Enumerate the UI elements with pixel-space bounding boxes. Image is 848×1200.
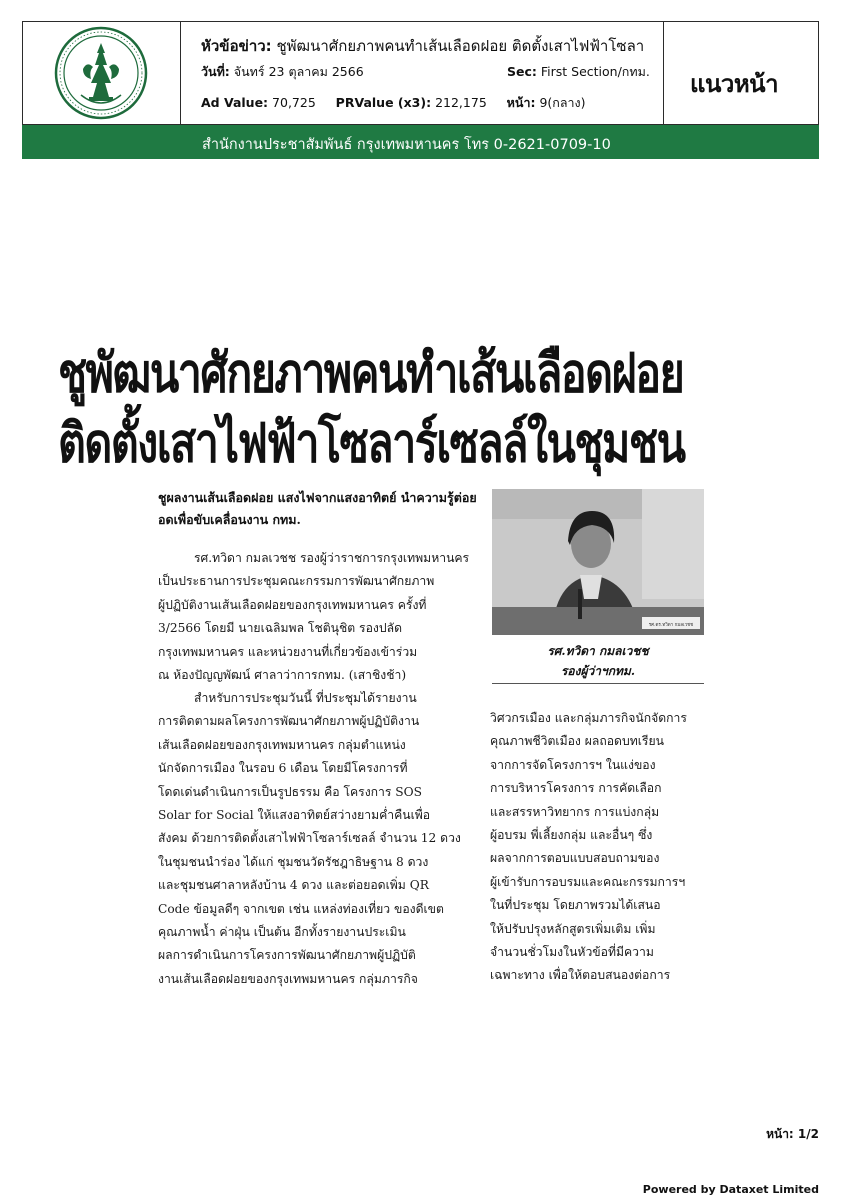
bangkok-seal-icon bbox=[53, 25, 149, 121]
text-line: และสรรหาวิทยากร การแบ่งกลุ่ม bbox=[490, 804, 660, 819]
pr-value: 212,175 bbox=[435, 95, 487, 110]
text-line: จากการจัดโครงการฯ ในแง่ของ bbox=[490, 757, 656, 772]
text-line: ผู้อบรม พี่เลี้ยงกลุ่ม และอื่นๆ ซึ่ง bbox=[490, 827, 653, 842]
text-line: ผู้เข้ารับการอบรมและคณะกรรมการฯ bbox=[490, 874, 686, 889]
text-line: การติดตามผลโครงการพัฒนาศักยภาพผู้ปฏิบัติงาน bbox=[158, 714, 420, 729]
text-line: สังคม ด้วยการติดตั้งเสาไฟฟ้าโซลาร์เซลล์ จำนวน 12 ดวง bbox=[158, 831, 461, 846]
paragraph-1 bbox=[158, 547, 483, 687]
article-photo bbox=[492, 489, 704, 635]
text-line: เป็นประธานการประชุมคณะกรรมการพัฒนาศักยภาพ bbox=[158, 574, 435, 589]
text-line: จำนวนชั่วโมงในหัวข้อที่มีความ bbox=[490, 944, 654, 959]
headline-line-1: ชูพัฒนาศักยภาพคนทำเส้นเลือดฝอย bbox=[58, 342, 684, 405]
headline-line-2: ติดตั้งเสาไฟฟ้าโซลาร์เซลล์ในชุมชน bbox=[58, 412, 685, 475]
text-line: Code ข้อมูลดีๆ จากเขต เช่น แหล่งท่องเที่ยว ของดีเขต bbox=[158, 901, 444, 916]
page-label: หน้า: bbox=[506, 95, 536, 110]
page-value: 9(กลาง) bbox=[539, 95, 586, 110]
page-number: หน้า: 1/2 bbox=[766, 1127, 819, 1141]
paragraph-continued bbox=[490, 707, 705, 988]
text-line: 3/2566 โดยมี นายเฉลิมพล โชตินุชิต รองปลัด bbox=[158, 621, 402, 636]
caption-name: รศ.ทวิดา กมลเวชช bbox=[547, 644, 649, 658]
text-line: นักจัดการเมือง ในรอบ 6 เดือน โดยมีโครงการที่ bbox=[158, 761, 408, 776]
agency-banner-text: สำนักงานประชาสัมพันธ์ กรุงเทพมหานคร โทร 0-2621-0709-10 bbox=[202, 137, 611, 153]
section-value: First Section/กทม. bbox=[540, 64, 650, 79]
text-line: รศ.ทวิดา กมลเวชช รองผู้ว่าราชการกรุงเทพมหานคร bbox=[194, 551, 470, 565]
text-line: เส้นเลือดฝอยของกรุงเทพมหานคร กลุ่มตำแหน่ง bbox=[158, 737, 406, 752]
text-line: และชุมชนศาลาหลังบ้าน 4 ดวง และต่อยอดเพิ่ม QR bbox=[158, 878, 429, 893]
logo-cell bbox=[23, 22, 181, 124]
clipping-header bbox=[22, 21, 819, 125]
text-line: ณ ห้องปัญญพัฒน์ ศาลาว่าการกทม. (เสาชิงช้า) bbox=[158, 667, 407, 682]
powered-by: Powered by Dataxet Limited bbox=[642, 1183, 819, 1196]
text-line: คุณภาพชีวิตเมือง ผลถอดบทเรียน bbox=[490, 734, 664, 749]
value-line bbox=[201, 93, 586, 113]
text-line: งานเส้นเลือดฝอยของกรุงเทพมหานคร กลุ่มภารกิจ bbox=[158, 971, 418, 986]
subject-text: ชูพัฒนาศักยภาพคนทำเส้นเลือดฝอย ติดตั้งเสาไฟฟ้าโซลา bbox=[276, 37, 645, 55]
section-label: Sec: bbox=[507, 64, 537, 79]
caption-title: รองผู้ว่าฯกทม. bbox=[560, 664, 636, 678]
text-line: กรุงเทพมหานคร และหน่วยงานที่เกี่ยวข้องเข้าร่วม bbox=[158, 644, 418, 659]
ad-value: 70,725 bbox=[272, 95, 316, 110]
text-line: คุณภาพน้ำ ค่าฝุ่น เป็นต้น อีกทั้งรายงานประเมิน bbox=[158, 924, 406, 939]
clipping-info bbox=[201, 22, 681, 124]
text-line: ผู้ปฏิบัติงานเส้นเลือดฝอยของกรุงเทพมหานคร ครั้งที่ bbox=[158, 597, 427, 612]
photo-placard-text: รศ.ดร.ทวิดา กมลเวชช bbox=[648, 623, 694, 628]
text-line: ผลการดำเนินการโครงการพัฒนาศักยภาพผู้ปฏิบัติ bbox=[158, 948, 416, 963]
ad-value-label: Ad Value: bbox=[201, 95, 269, 110]
text-line: เฉพาะทาง เพื่อให้ตอบสนองต่อการ bbox=[490, 968, 671, 983]
photo-caption bbox=[492, 641, 704, 681]
agency-banner bbox=[22, 125, 819, 159]
text-line: โดดเด่นดำเนินการเป็นรูปธรรม คือ โครงการ SOS bbox=[158, 784, 422, 799]
section-line bbox=[507, 62, 650, 82]
date-label: วันที่: bbox=[201, 64, 230, 79]
text-line: ในที่ประชุม โดยภาพรวมได้เสนอ bbox=[490, 898, 661, 913]
text-line: สำหรับการประชุมวันนี้ ที่ประชุมได้รายงาน bbox=[194, 691, 417, 705]
date-value: จันทร์ 23 ตุลาคม 2566 bbox=[233, 64, 364, 79]
subject-label: หัวข้อข่าว: bbox=[201, 37, 272, 55]
pr-value-label: PRValue (x3): bbox=[335, 95, 432, 110]
publication-name: แนวหน้า bbox=[690, 70, 779, 98]
text-line: ในชุมชนนำร่อง ได้แก่ ชุมชนวัดรัชฎาธิษฐาน 8 ดวง bbox=[158, 854, 429, 869]
caption-divider bbox=[492, 683, 704, 684]
text-line: วิศวกรเมือง และกลุ่มภารกิจนักจัดการ bbox=[490, 711, 687, 725]
subject-line bbox=[201, 34, 681, 56]
publication-cell bbox=[663, 22, 819, 124]
text-line: ให้ปรับปรุงหลักสูตรเพิ่มเติม เพิ่ม bbox=[490, 921, 656, 936]
article-lead: ชูผลงานเส้นเลือดฝอย แสงไฟจากแสงอาทิตย์ นำความรู้ต่อยอดเพื่อขับเคลื่อนงาน กทม. bbox=[158, 490, 477, 527]
text-line: การบริหารโครงการ การคัดเลือก bbox=[490, 781, 662, 796]
paragraph-2 bbox=[158, 687, 483, 991]
date-line bbox=[201, 62, 364, 82]
text-line: ผลจากการตอบแบบสอบถามของ bbox=[490, 851, 660, 866]
text-line: Solar for Social ให้แสงอาทิตย์สว่างยามค่ำคืนเพื่อ bbox=[158, 807, 431, 822]
person-photo-icon bbox=[492, 489, 704, 635]
